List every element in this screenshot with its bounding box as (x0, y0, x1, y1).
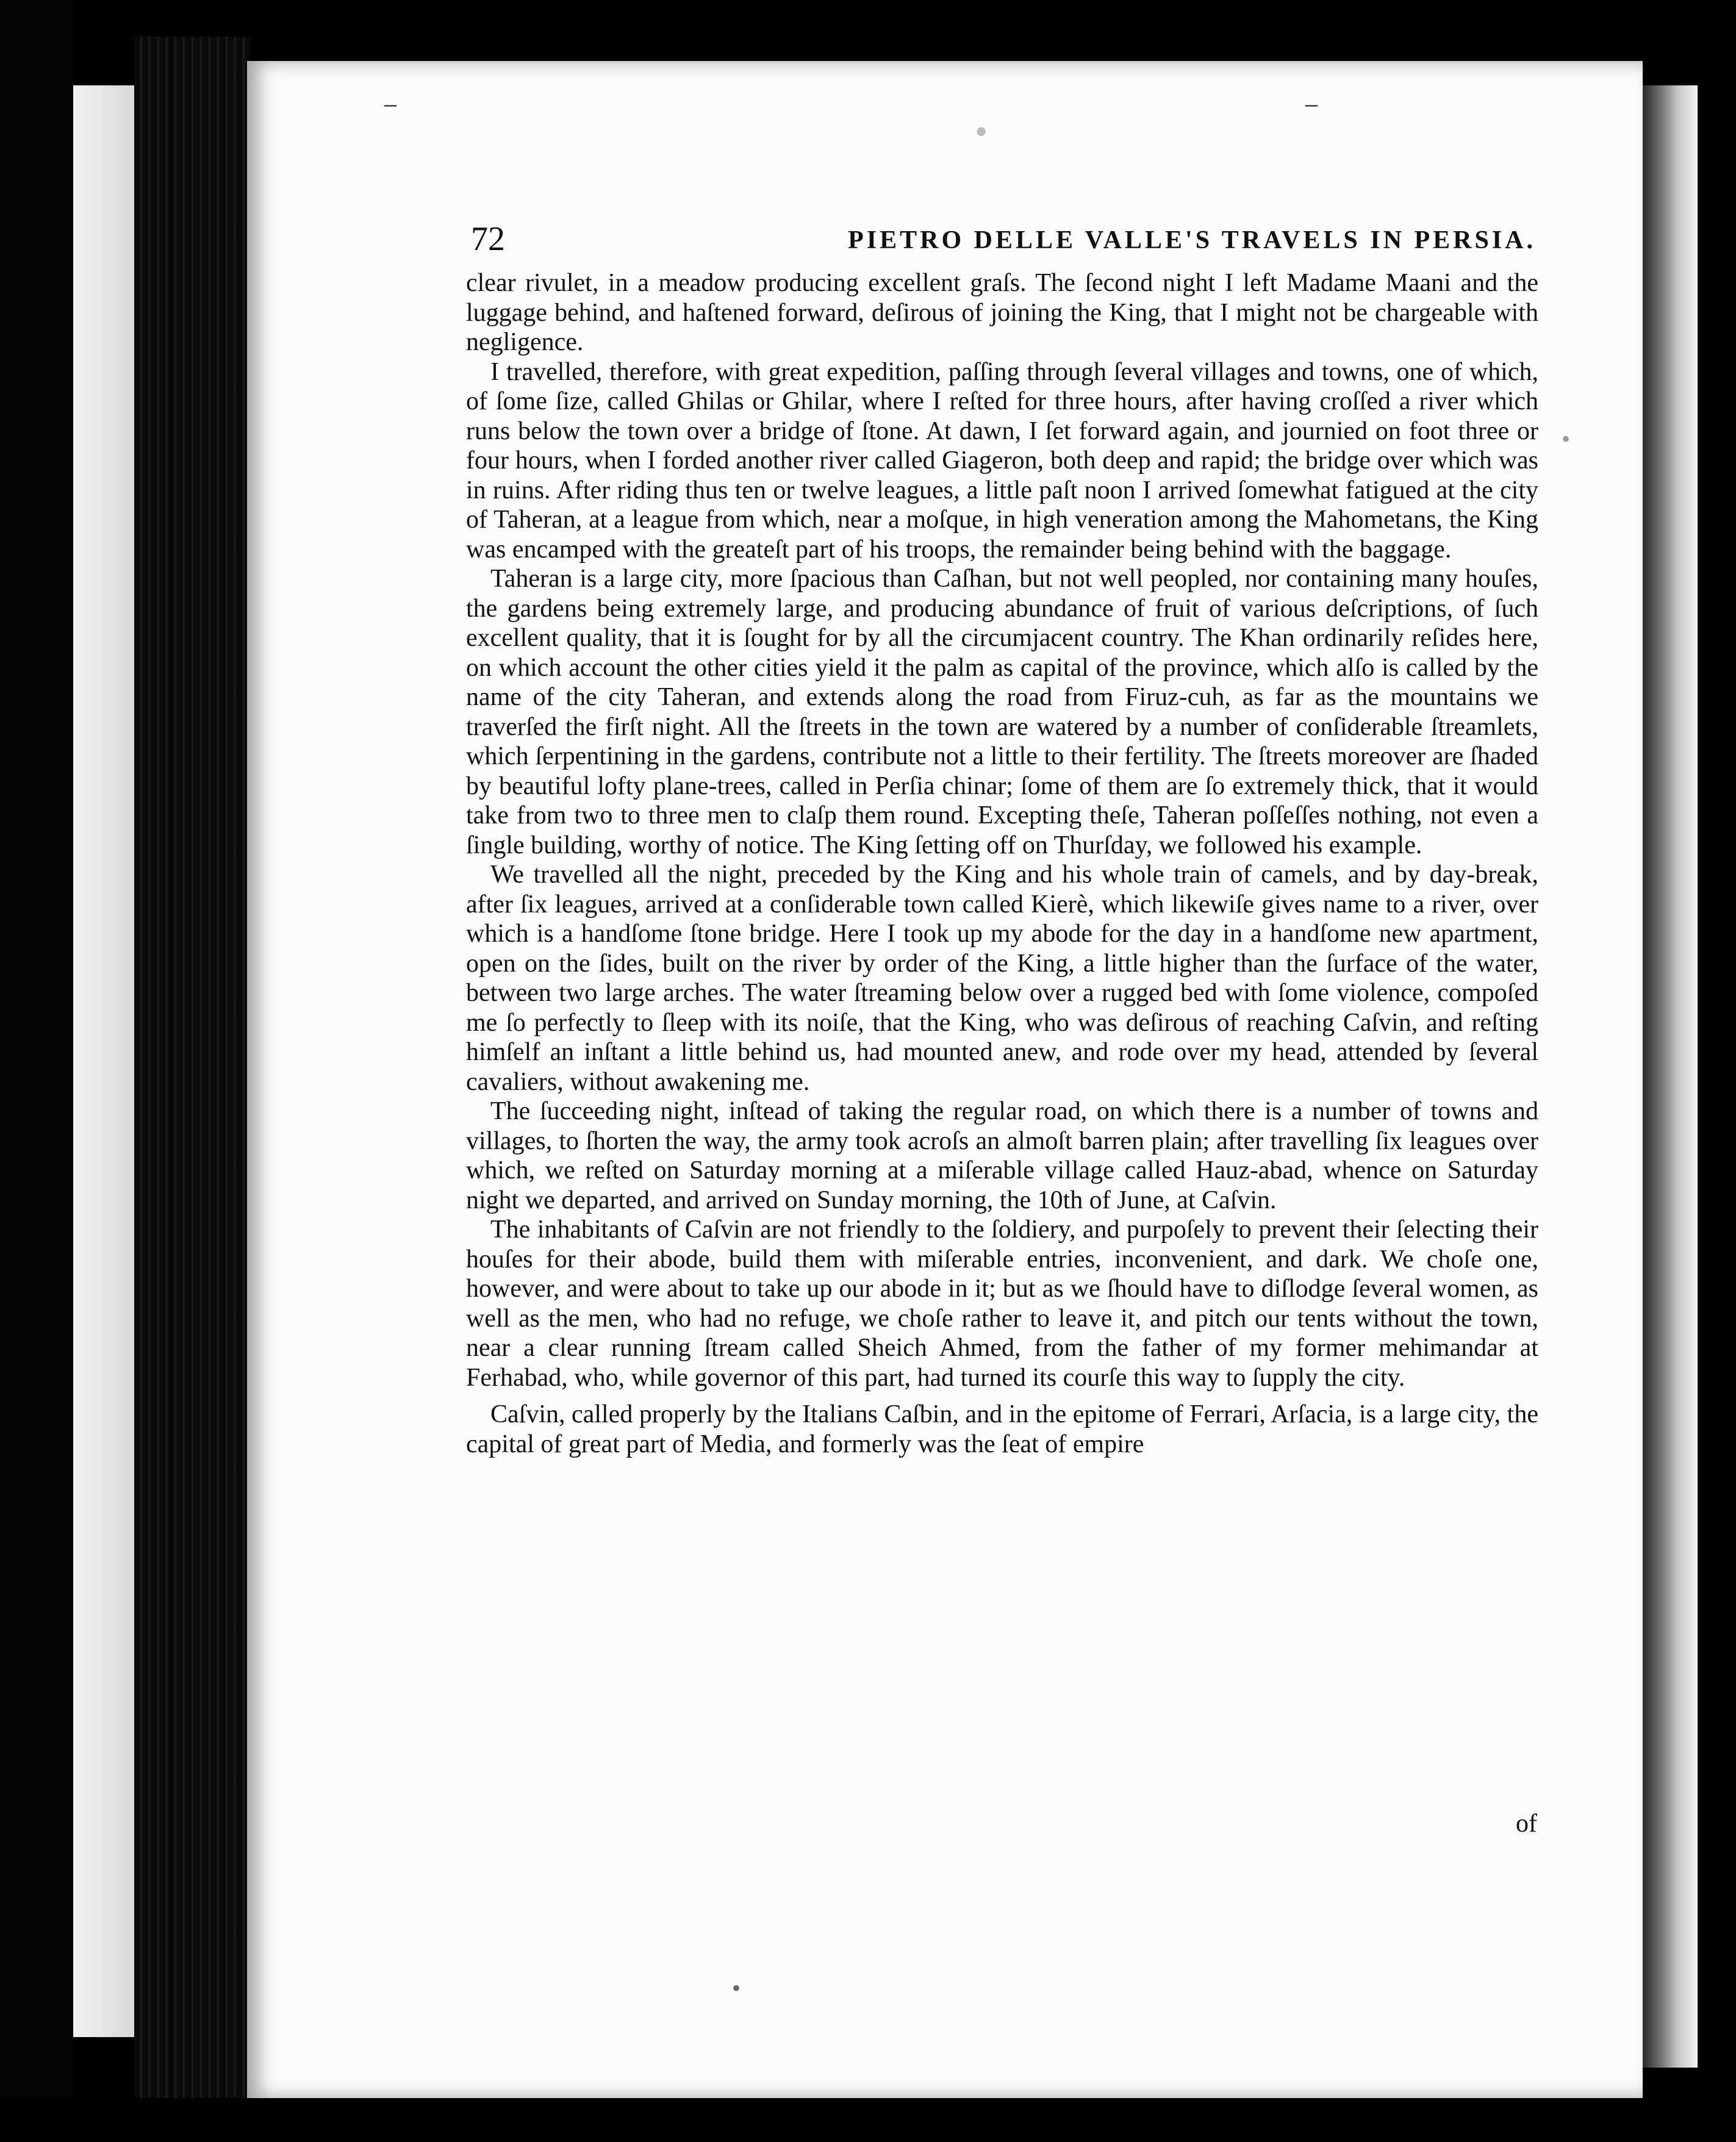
paragraph: Taheran is a large city, more ſpacious than Caſhan, but not well peopled, nor containing many houſes, the gardens being extremely large, and producing abundance of fruit of various deſcriptions, of ſuch excellent quality, that it is ſought for by all the circumjacent country. The Khan ordinarily reſides here, on which account the other cities yield it the palm as capital of the province, which alſo is called by the name of the city Taheran, and extends along the road from Firuz-cuh, as far as the mountains we traverſed the firſt night. All the ſtreets in the town are watered by a number of conſiderable ſtreamlets, which ſerpentining in the gardens, contribute not a little to their fertility. The ſtreets moreover are ſhaded by beautiful lofty plane-trees, called in Perſia chinar; ſome of them are ſo extremely thick, that it would take from two to three men to claſp them round. Excepting theſe, Taheran poſſeſſes nothing, not even a ſingle building, worthy of notice. The King ſetting off on Thurſday, we followed his example. (466, 565, 1538, 859)
scan-speck: ‒ (384, 90, 396, 117)
catchword: of (1516, 1810, 1537, 1838)
body-text (466, 268, 1538, 1459)
paragraph: Caſvin, called properly by the Italians Caſbin, and in the epitome of Ferrari, Arſacia, is a large city, the capital of great part of Media, and formerly was the ſeat of empire (466, 1400, 1538, 1458)
book-gutter (134, 37, 250, 2110)
paragraph: The inhabitants of Caſvin are not friendly to the ſoldiery, and purpoſely to prevent their ſelecting their houſes for their abode, build them with miſerable entries, inconvenient, and dark. We choſe one, however, and were about to take up our abode in it; but as we ſhould have to diſlodge ſeveral women, as well as the men, who had no refuge, we choſe rather to leave it, and pitch our tents without the town, near a clear running ſtream called Sheich Ahmed, from the father of my former mehimandar at Ferhabad, who, while governor of this part, had turned its courſe this way to ſupply the city. (466, 1216, 1538, 1392)
scan-bottom-border (0, 2098, 1736, 2142)
paragraph: We travelled all the night, preceded by the King and his whole train of camels, and by day-break, after ſix leagues, arrived at a conſiderable town called Kierè, which likewiſe gives name to a river, over which is a handſome ſtone bridge. Here I took up my abode for the day in a handſome new apartment, open on the ſides, built on the river by order of the King, a little higher than the ſurface of the water, between two large arches. The water ſtreaming below over a rugged bed with ſome violence, compoſed me ſo perfectly to ſleep with its noiſe, that the King, who was deſirous of reaching Caſvin, and reſting himſelf an inſtant a little behind us, had mounted anew, and rode over my head, attended by ſeveral cavaliers, without awakening me. (466, 861, 1538, 1096)
page-number: 72 (471, 220, 505, 258)
scan-right-border (1698, 0, 1736, 2142)
running-title: PIETRO DELLE VALLE'S TRAVELS IN PERSIA. (848, 226, 1536, 254)
scan-left-border (0, 0, 73, 2142)
scan-speck: • (1562, 425, 1571, 453)
paragraph: clear rivulet, in a meadow producing excellent graſs. The ſecond night I left Madame Maani and the luggage behind, and haſtened forward, deſirous of joining the King, that I might not be chargeable with negligence. (466, 269, 1538, 356)
scan-speck: • (732, 1974, 741, 2002)
scan-speck: • (975, 112, 988, 152)
paragraph: I travelled, therefore, with great expedition, paſſing through ſeveral villages and towns, one of which, of ſome ſize, called Ghilas or Ghilar, where I reſted for three hours, after having croſſed a river which runs below the town over a bridge of ſtone. At dawn, I ſet forward again, and journied on foot three or four hours, when I forded another river called Giageron, both deep and rapid; the bridge over which was in ruins. After riding thus ten or twelve leagues, a little paſt noon I arrived ſomewhat fatigued at the city of Taheran, at a league from which, near a moſque, in high veneration among the Mahometans, the King was encamped with the greateſt part of his troops, the remainder being behind with the baggage. (466, 357, 1538, 564)
page-stack-edge (1643, 85, 1698, 2068)
running-head (471, 220, 1536, 256)
facing-page-edge (73, 85, 134, 2037)
scan-speck: ‒ (1305, 90, 1318, 117)
paragraph: The ſucceeding night, inſtead of taking the regular road, on which there is a number of towns and villages, to ſhorten the way, the army took acroſs an almoſt barren plain; after travelling ſix leagues over which, we reſted on Saturday morning at a miſerable village called Hauz-abad, whence on Saturday night we departed, and arrived on Sunday morning, the 10th of June, at Caſvin. (466, 1097, 1538, 1214)
